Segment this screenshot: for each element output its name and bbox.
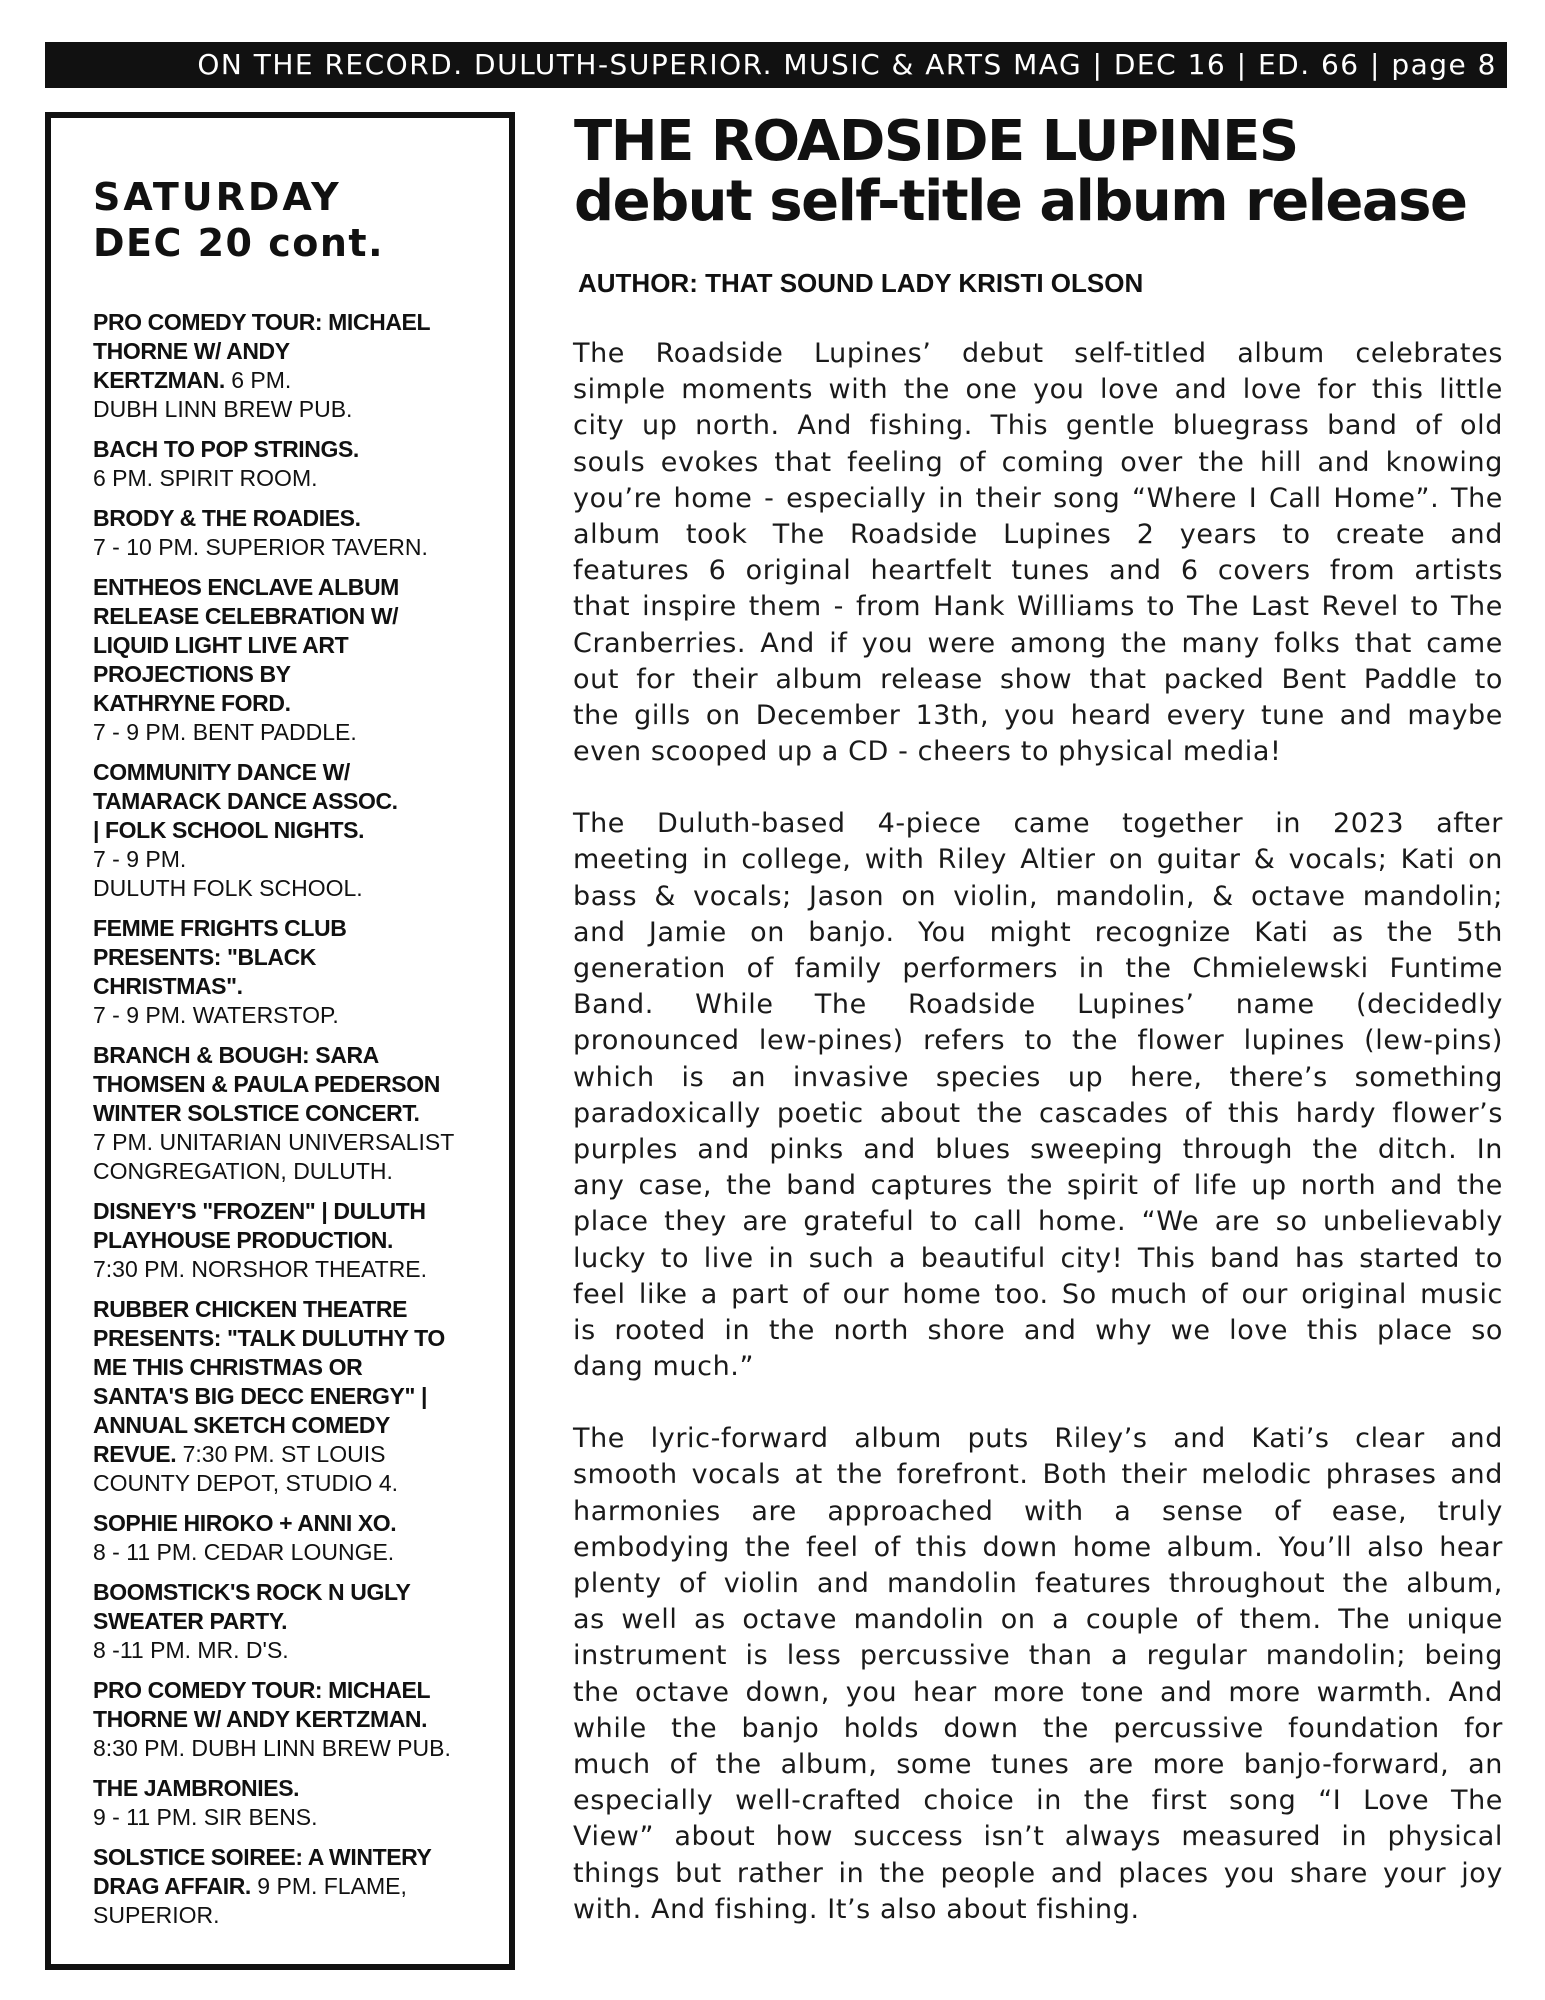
event-item — [93, 573, 493, 747]
event-title: TAMARACK DANCE ASSOC. — [93, 788, 398, 814]
event-title: DRAG AFFAIR. — [93, 1873, 251, 1899]
event-title: CHRISTMAS". — [93, 973, 243, 999]
title-line: THE ROADSIDE LUPINES — [574, 109, 1298, 174]
event-time: 7:30 PM. ST LOUIS — [176, 1441, 386, 1467]
day-date: DEC 20 cont. — [93, 221, 385, 265]
paragraph-line: Cranberries. And if you were among the many folks that came — [573, 627, 1503, 659]
event-details: 7 - 10 PM. SUPERIOR TAVERN. — [93, 534, 428, 560]
paragraph-line: place they are grateful to call home. “We are so unbelievably — [573, 1206, 1503, 1238]
event-item — [93, 308, 493, 424]
event-title: PRO COMEDY TOUR: MICHAEL — [93, 1677, 431, 1703]
event-details: 8 -11 PM. MR. D'S. — [93, 1637, 289, 1663]
event-title: ANNUAL SKETCH COMEDY — [93, 1412, 390, 1438]
paragraph-line: pronounced lew-pines) refers to the flower lupines (lew-pins) — [573, 1025, 1503, 1057]
event-details: 9 - 11 PM. SIR BENS. — [93, 1804, 318, 1830]
event-time: 9 PM. FLAME, — [250, 1873, 407, 1899]
event-title: PRESENTS: "TALK DULUTHY TO — [93, 1325, 445, 1351]
article-paragraph — [573, 1421, 1503, 1928]
article-paragraph — [573, 336, 1503, 770]
event-item — [93, 1843, 493, 1930]
paragraph-line: plenty of violin and mandolin features throughout the album, — [573, 1568, 1503, 1599]
event-details: 7 - 9 PM. BENT PADDLE. — [93, 719, 357, 745]
paragraph-line: smooth vocals at the forefront. Both their melodic phrases and — [573, 1459, 1503, 1491]
event-details: COUNTY DEPOT, STUDIO 4. — [93, 1470, 399, 1496]
event-item — [93, 1509, 493, 1567]
paragraph-line: and Jamie on banjo. You might recognize Kati as the 5th — [573, 916, 1503, 948]
paragraph-line: purples and pinks and blues sweeping through the ditch. In — [573, 1133, 1503, 1165]
event-title: DISNEY'S "FROZEN" | DULUTH — [93, 1198, 426, 1224]
paragraph-line: meeting in college, with Riley Altier on guitar & vocals; Kati on — [573, 844, 1503, 876]
event-item — [93, 914, 493, 1030]
paragraph-line: album took The Roadside Lupines 2 years to create and — [573, 518, 1503, 550]
paragraph-line: Band. While The Roadside Lupines’ name (decidedly — [573, 989, 1503, 1021]
paragraph-line: The lyric-forward album puts Riley’s and Kati’s clear and — [573, 1423, 1503, 1455]
event-item — [93, 1041, 493, 1186]
event-title: PLAYHOUSE PRODUCTION. — [93, 1227, 394, 1253]
event-title: SANTA'S BIG DECC ENERGY" | — [93, 1383, 428, 1409]
event-item — [93, 1197, 493, 1284]
paragraph-line: souls evokes that feeling of coming over the hill and knowing — [573, 446, 1503, 478]
paragraph-line: lucky to live in such a beautiful city! This band has started to — [573, 1242, 1503, 1274]
paragraph-line: embodying the feel of this down home album. You’ll also hear — [573, 1531, 1503, 1563]
event-title-line — [93, 1872, 493, 1901]
event-title: THORNE W/ ANDY KERTZMAN. — [93, 1706, 428, 1732]
event-title: THORNE W/ ANDY — [93, 338, 290, 364]
event-title: BRANCH & BOUGH: SARA — [93, 1042, 379, 1068]
event-details: 7 - 9 PM. WATERSTOP. — [93, 1002, 339, 1028]
paragraph-line: while the banjo holds down the percussive foundation for — [573, 1712, 1503, 1744]
event-item — [93, 1676, 493, 1763]
event-title: COMMUNITY DANCE W/ — [93, 759, 350, 785]
paragraph-line: harmonies are approached with a sense of ease, truly — [573, 1495, 1503, 1527]
event-item — [93, 504, 493, 562]
paragraph-line: any case, the band captures the spirit of life up north and the — [573, 1170, 1503, 1202]
event-title: PROJECTIONS BY — [93, 661, 291, 687]
paragraph-line: out for their album release show that packed Bent Paddle to — [573, 663, 1503, 695]
event-details: 7 - 9 PM. — [93, 846, 187, 872]
article-body — [573, 336, 1503, 1964]
paragraph-line: instrument is less percussive than a regular mandolin; being — [573, 1640, 1503, 1672]
event-title: WINTER SOLSTICE CONCERT. — [93, 1100, 420, 1126]
event-details: CONGREGATION, DULUTH. — [93, 1158, 393, 1184]
subtitle-line: debut self-title album release — [574, 169, 1467, 234]
paragraph-line: which is an invasive species up here, there’s something — [573, 1061, 1503, 1093]
event-title: BRODY & THE ROADIES. — [93, 505, 361, 531]
event-title: SOLSTICE SOIREE: A WINTERY — [93, 1844, 432, 1870]
event-title: RUBBER CHICKEN THEATRE — [93, 1296, 408, 1322]
event-details: 7:30 PM. NORSHOR THEATRE. — [93, 1256, 427, 1282]
paragraph-line: especially well-crafted choice in the first song “I Love The — [573, 1785, 1503, 1817]
paragraph-line: you’re home - especially in their song “Where I Call Home”. The — [573, 482, 1503, 514]
event-details: 6 PM. SPIRIT ROOM. — [93, 465, 318, 491]
event-title: BOOMSTICK'S ROCK N UGLY — [93, 1579, 411, 1605]
paragraph-line: much of the album, some tunes are more banjo-forward, an — [573, 1748, 1503, 1780]
event-title: KERTZMAN. — [93, 367, 225, 393]
event-title-line — [93, 366, 493, 395]
event-item — [93, 435, 493, 493]
paragraph-line: The Duluth-based 4-piece came together in 2023 after — [573, 808, 1503, 840]
event-details: 8 - 11 PM. CEDAR LOUNGE. — [93, 1539, 395, 1565]
paragraph-line: generation of family performers in the Chmielewski Funtime — [573, 953, 1503, 984]
event-title: RELEASE CELEBRATION W/ — [93, 603, 399, 629]
day-name: SATURDAY — [93, 175, 342, 219]
event-title: | FOLK SCHOOL NIGHTS. — [93, 817, 365, 843]
event-details: 7 PM. UNITARIAN UNIVERSALIST — [93, 1129, 455, 1155]
event-title: BACH TO POP STRINGS. — [93, 436, 359, 462]
event-listings-sidebar — [45, 112, 515, 1970]
event-details: DUBH LINN BREW PUB. — [93, 396, 353, 422]
paragraph-line: bass & vocals; Jason on violin, mandolin, & octave mandolin; — [573, 880, 1503, 912]
event-item — [93, 1774, 493, 1832]
event-title-line — [93, 1440, 493, 1469]
paragraph-line: is rooted in the north shore and why we love this place so — [573, 1314, 1503, 1346]
sidebar-day-heading — [93, 174, 384, 266]
paragraph-line: things but rather in the people and places you share your joy — [573, 1857, 1503, 1889]
event-title: REVUE. — [93, 1441, 177, 1467]
paragraph-line: View” about how success isn’t always measured in physical — [573, 1821, 1503, 1853]
article-title — [574, 109, 1504, 234]
paragraph-line: the octave down, you hear more tone and more warmth. And — [573, 1676, 1503, 1708]
event-title: PRO COMEDY TOUR: MICHAEL — [93, 309, 431, 335]
running-header: ON THE RECORD. DULUTH-SUPERIOR. MUSIC & ARTS MAG | DEC 16 | ED. 66 | page 8 — [45, 42, 1507, 88]
event-list — [93, 308, 493, 1941]
event-title: ME THIS CHRISTMAS OR — [93, 1354, 363, 1380]
paragraph-line: city up north. And fishing. This gentle bluegrass band of old — [573, 410, 1503, 442]
paragraph-line: simple moments with the one you love and love for this little — [573, 374, 1503, 406]
paragraph-line: even scooped up a CD - cheers to physical media! — [573, 736, 1282, 768]
event-title: FEMME FRIGHTS CLUB — [93, 915, 347, 941]
paragraph-line: paradoxically poetic about the cascades of this hardy flower’s — [573, 1097, 1503, 1129]
event-title: SWEATER PARTY. — [93, 1608, 288, 1634]
paragraph-line: the gills on December 13th, you heard every tune and maybe — [573, 699, 1503, 731]
paragraph-line: as well as octave mandolin on a couple of them. The unique — [573, 1604, 1503, 1636]
article-paragraph — [573, 806, 1503, 1385]
event-title: ENTHEOS ENCLAVE ALBUM — [93, 574, 399, 600]
event-item — [93, 1295, 493, 1498]
event-item — [93, 758, 493, 903]
paragraph-line: that inspire them - from Hank Williams to The Last Revel to The — [573, 591, 1503, 623]
paragraph-line: The Roadside Lupines’ debut self-titled album celebrates — [573, 338, 1503, 369]
event-details: 8:30 PM. DUBH LINN BREW PUB. — [93, 1735, 451, 1761]
event-title: SOPHIE HIROKO + ANNI XO. — [93, 1510, 397, 1536]
article-byline: AUTHOR: THAT SOUND LADY KRISTI OLSON — [578, 268, 1144, 298]
paragraph-line: dang much.” — [573, 1351, 755, 1383]
event-title: THOMSEN & PAULA PEDERSON — [93, 1071, 440, 1097]
event-title: LIQUID LIGHT LIVE ART — [93, 632, 349, 658]
event-title: THE JAMBRONIES. — [93, 1775, 300, 1801]
event-title: KATHRYNE FORD. — [93, 690, 291, 716]
paragraph-line: with. And fishing. It’s also about fishing. — [573, 1893, 1140, 1925]
event-time: 6 PM. — [224, 367, 292, 393]
paragraph-line: feel like a part of our home too. So much of our original music — [573, 1278, 1503, 1310]
event-title: PRESENTS: "BLACK — [93, 944, 317, 970]
paragraph-line: features 6 original heartfelt tunes and 6 covers from artists — [573, 555, 1503, 587]
event-item — [93, 1578, 493, 1665]
event-details: SUPERIOR. — [93, 1902, 220, 1928]
event-details: DULUTH FOLK SCHOOL. — [93, 875, 363, 901]
